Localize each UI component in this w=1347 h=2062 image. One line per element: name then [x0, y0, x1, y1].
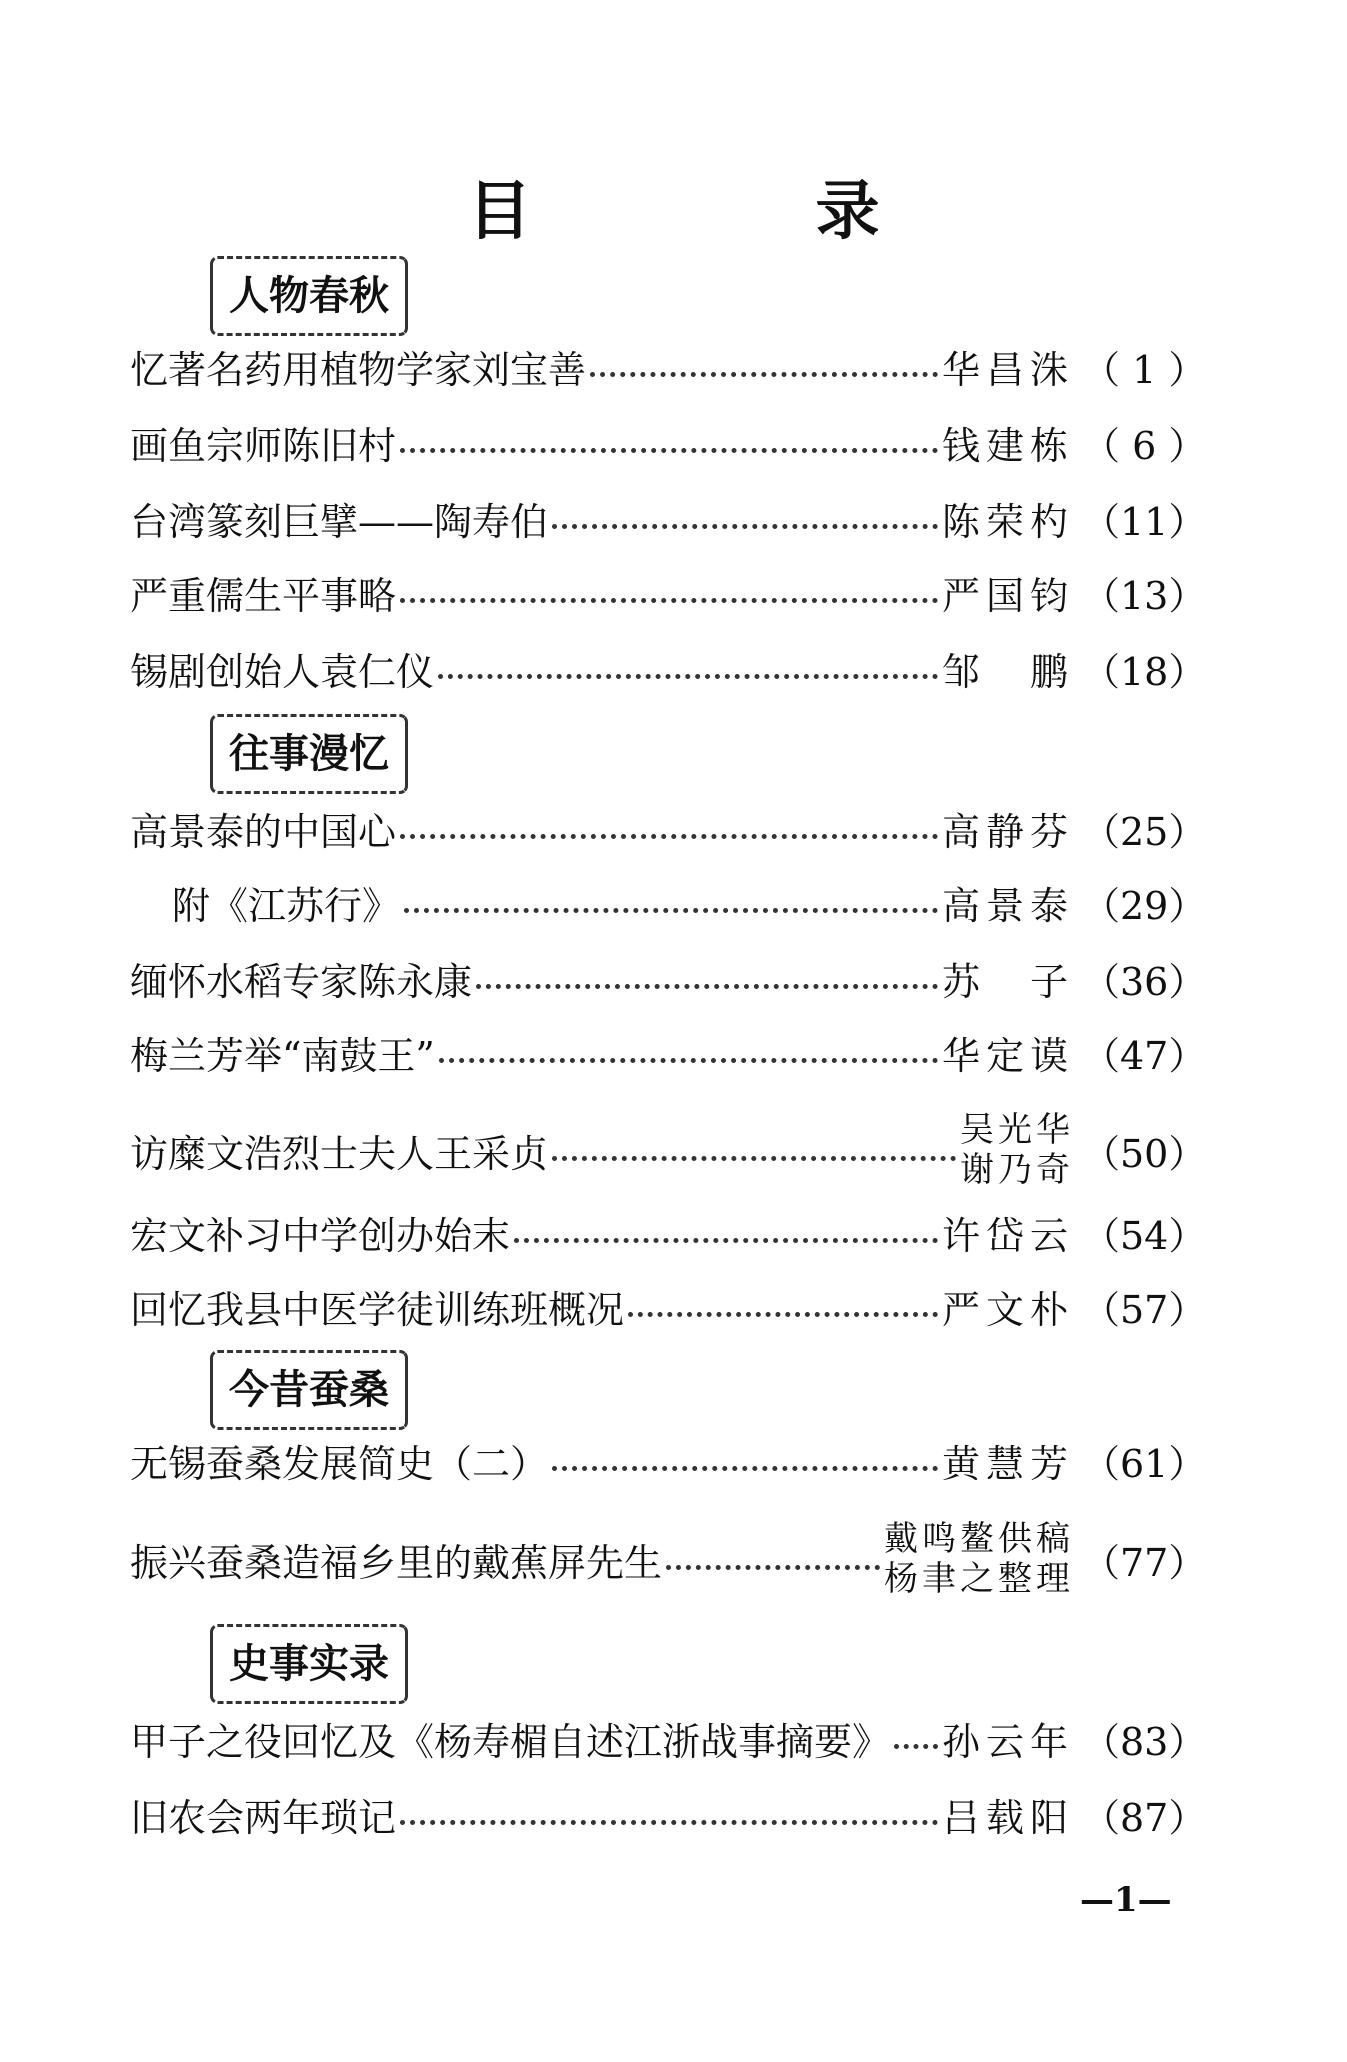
- entry-author: 严国钧: [941, 573, 1074, 618]
- entry-title: 无锡蚕桑发展简史（二）: [130, 1441, 549, 1486]
- leader-dots: [404, 908, 938, 913]
- leader-dots: [552, 1156, 956, 1161]
- toc-entry[interactable]: [130, 796, 1210, 860]
- entry-author: 高静芬: [941, 809, 1074, 854]
- toc-entry[interactable]: [130, 1200, 1210, 1264]
- entry-page: （18）: [1082, 649, 1207, 694]
- toc-entry[interactable]: [130, 1782, 1210, 1846]
- entry-page: （29）: [1082, 883, 1207, 928]
- entry-title: 振兴蚕桑造福乡里的戴蕉屏先生: [130, 1540, 663, 1585]
- entry-authors: [884, 1519, 1074, 1599]
- toc-entry[interactable]: [130, 1706, 1210, 1770]
- entry-author: 华定谟: [941, 1033, 1074, 1078]
- entry-author: 苏 子: [941, 959, 1074, 1004]
- toc-entry[interactable]: [130, 1514, 1210, 1604]
- section-heading-memories: 往事漫忆: [210, 714, 408, 794]
- entry-page: （13）: [1082, 573, 1207, 618]
- entry-page: （87）: [1082, 1795, 1207, 1840]
- entry-title: 画鱼宗师陈旧村: [130, 423, 397, 468]
- entry-author: 戴鸣鳌供稿: [884, 1519, 1074, 1559]
- leader-dots: [438, 674, 938, 679]
- entry-authors: [960, 1110, 1074, 1190]
- leader-dots: [514, 1238, 938, 1243]
- entry-page: （ 1 ）: [1082, 347, 1207, 392]
- entry-author: 华昌洙: [941, 347, 1074, 392]
- entry-title: 附《江苏行》: [172, 883, 401, 928]
- entry-title: 旧农会两年琐记: [130, 1795, 397, 1840]
- entry-author: 吕载阳: [941, 1795, 1074, 1840]
- page-title: 目 录: [467, 174, 990, 249]
- entry-author: 严文朴: [941, 1287, 1074, 1332]
- entry-title: 访糜文浩烈士夫人王采贞: [130, 1131, 549, 1176]
- leader-dots: [666, 1565, 880, 1570]
- leader-dots: [400, 834, 938, 839]
- leader-dots: [439, 1058, 938, 1063]
- entry-title: 缅怀水稻专家陈永康: [130, 959, 473, 1004]
- entry-title: 锡剧创始人袁仁仪: [130, 649, 435, 694]
- leader-dots: [400, 448, 938, 453]
- toc-entry[interactable]: [172, 870, 1210, 934]
- leader-dots: [400, 598, 938, 603]
- entry-title: 梅兰芳举“南鼓王”: [130, 1033, 435, 1078]
- leader-dots: [894, 1744, 938, 1749]
- entry-page: （11）: [1082, 499, 1207, 544]
- entry-title: 台湾篆刻巨擘——陶寿伯: [130, 499, 549, 544]
- toc-entry[interactable]: [130, 560, 1210, 624]
- leader-dots: [400, 1820, 938, 1825]
- entry-author: 谢乃奇: [960, 1150, 1074, 1190]
- entry-author: 孙云年: [941, 1719, 1074, 1764]
- entry-page: （57）: [1082, 1287, 1207, 1332]
- entry-author: 钱建栋: [941, 423, 1074, 468]
- entry-title: 甲子之役回忆及《杨寿楣自述江浙战事摘要》: [130, 1719, 891, 1764]
- section-heading-history: 史事实录: [210, 1624, 408, 1704]
- entry-author: 吴光华: [960, 1110, 1074, 1150]
- section-heading-people: 人物春秋: [210, 256, 408, 336]
- entry-page: （25）: [1082, 809, 1207, 854]
- entry-author: 黄慧芳: [941, 1441, 1074, 1486]
- toc-entry[interactable]: [130, 410, 1210, 474]
- entry-page: （77）: [1082, 1540, 1207, 1585]
- entry-author: 许岱云: [941, 1213, 1074, 1258]
- toc-entry[interactable]: [130, 1428, 1210, 1492]
- entry-author: 高景泰: [941, 883, 1074, 928]
- page-number: —1—: [1080, 1880, 1172, 1920]
- toc-entry[interactable]: [130, 1108, 1210, 1192]
- section-heading-sericulture: 今昔蚕桑: [210, 1350, 408, 1430]
- entry-title: 宏文补习中学创办始末: [130, 1213, 511, 1258]
- toc-entry[interactable]: [130, 1274, 1210, 1338]
- entry-page: （47）: [1082, 1033, 1207, 1078]
- toc-entry[interactable]: [130, 334, 1210, 398]
- entry-title: 严重儒生平事略: [130, 573, 397, 618]
- leader-dots: [590, 372, 938, 377]
- entry-title: 忆著名药用植物学家刘宝善: [130, 347, 587, 392]
- entry-page: （ 6 ）: [1082, 423, 1207, 468]
- leader-dots: [476, 984, 938, 989]
- entry-page: （54）: [1082, 1213, 1207, 1258]
- toc-entry[interactable]: [130, 1020, 1210, 1084]
- leader-dots: [628, 1312, 938, 1317]
- toc-entry[interactable]: [130, 486, 1210, 550]
- entry-author: 陈荣杓: [941, 499, 1074, 544]
- entry-page: （61）: [1082, 1441, 1207, 1486]
- toc-entry[interactable]: [130, 946, 1210, 1010]
- entry-page: （50）: [1082, 1131, 1207, 1176]
- entry-page: （36）: [1082, 959, 1207, 1004]
- leader-dots: [552, 524, 938, 529]
- leader-dots: [552, 1466, 938, 1471]
- entry-page: （83）: [1082, 1719, 1207, 1764]
- entry-author: 邹 鹏: [941, 649, 1074, 694]
- toc-entry[interactable]: [130, 636, 1210, 700]
- entry-title: 回忆我县中医学徒训练班概况: [130, 1287, 625, 1332]
- entry-title: 高景泰的中国心: [130, 809, 397, 854]
- entry-author: 杨聿之整理: [884, 1559, 1074, 1599]
